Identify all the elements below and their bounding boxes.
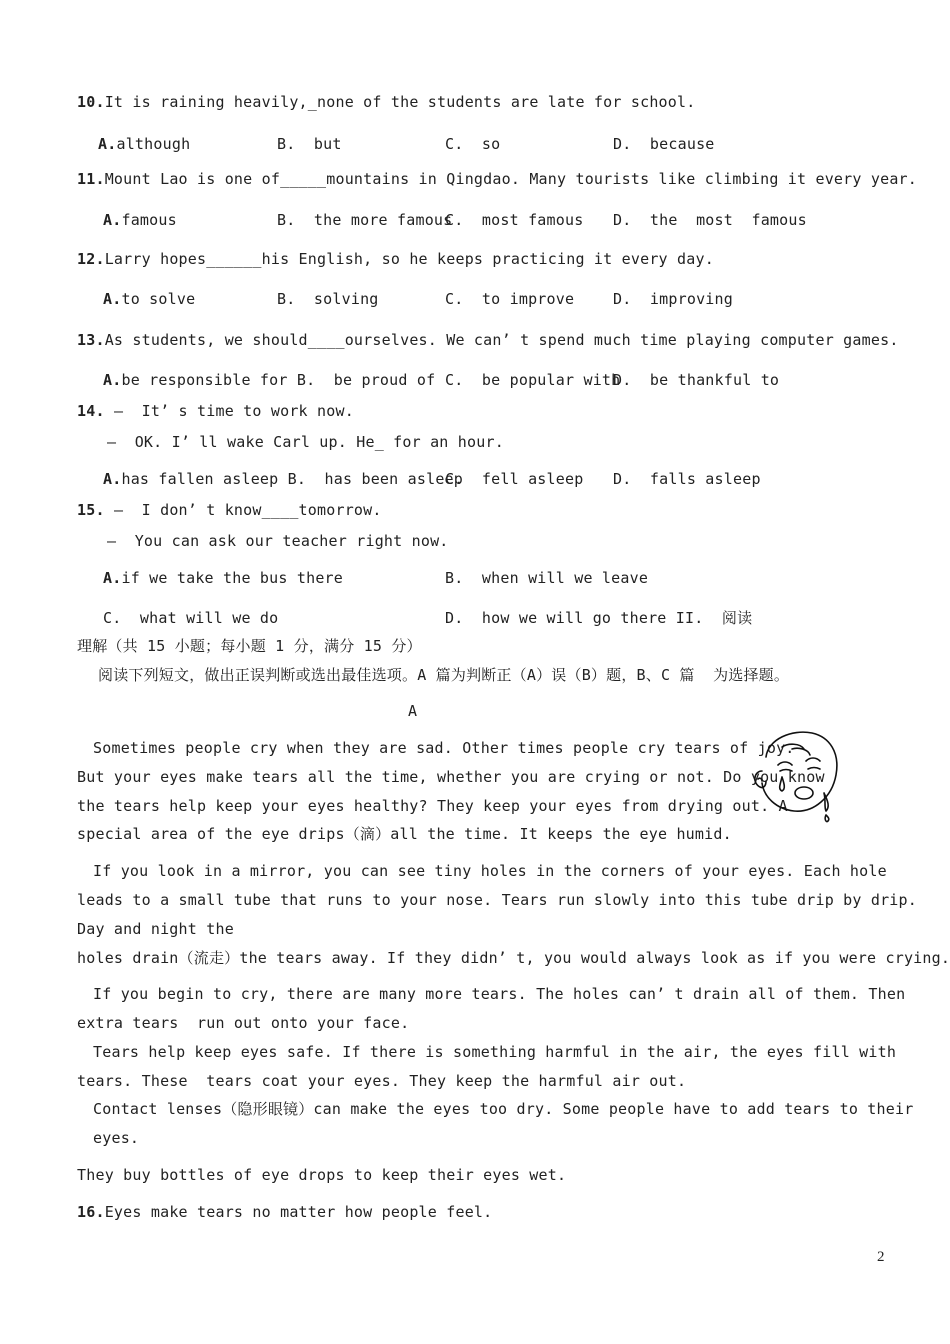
left-eye-closed (780, 770, 792, 772)
q13-option-d[interactable]: D. be thankful to (613, 371, 780, 389)
crying-face-illustration (752, 727, 842, 827)
question-number: 11. (77, 170, 105, 188)
page-number: 2 (877, 1249, 885, 1265)
q12-option-b[interactable]: B. solving (277, 290, 379, 308)
option-text: famous (121, 211, 177, 229)
option-text: be responsible for B. be proud of (121, 371, 436, 389)
option-letter: A. (103, 211, 122, 229)
option-text: to solve (121, 290, 196, 308)
q12-option-a[interactable] (103, 289, 195, 309)
right-eyebrow (806, 758, 820, 761)
q15-option-c[interactable]: C. what will we do (103, 609, 279, 627)
passage-line: They buy bottles of eye drops to keep their eyes wet. (77, 1166, 567, 1184)
dialogue-line: — I don’ t know____tomorrow. (113, 501, 382, 519)
left-eyebrow (778, 762, 792, 765)
passage-line: leads to a small tube that runs to your nose. Tears run slowly into this tube drip by drip. (77, 891, 917, 909)
question-stem: Mount Lao is one of_____mountains in Qingdao. Many tourists like climbing it every year. (104, 170, 918, 188)
question-number: 12. (77, 250, 105, 268)
q14-option-a-b[interactable] (103, 469, 463, 489)
q10-option-d[interactable]: D. because (613, 135, 715, 153)
q13-stem-line (77, 330, 899, 350)
question-number: 10. (77, 93, 105, 111)
passage-line: Day and night the (77, 920, 234, 938)
passage-line: Tears help keep eyes safe. If there is something harmful in the air, the eyes fill with (93, 1043, 897, 1061)
q10-stem-line (77, 92, 695, 112)
hair-curl (782, 744, 810, 755)
passage-line: If you look in a mirror, you can see tiny holes in the corners of your eyes. Each hole (93, 862, 887, 880)
question-number: 15. (77, 501, 105, 519)
q14-option-d[interactable]: D. falls asleep (613, 470, 761, 488)
option-letter: A. (103, 470, 122, 488)
q14-line-2: — OK. I’ ll wake Carl up. He_ for an hour. (107, 433, 504, 451)
q13-option-a-b[interactable] (103, 370, 435, 390)
q16-stem-line (77, 1202, 492, 1222)
right-eye-closed (808, 768, 820, 770)
passage-line: But your eyes make tears all the time, whether you are crying or not. Do you know (77, 768, 825, 786)
q14-line-1 (77, 401, 354, 421)
section-instruction: 阅读下列短文，做出正误判断或选出最佳选项。A 篇为判断正（A）误（B）题，B、C 篇 为选择题。 (98, 666, 790, 684)
q12-option-d[interactable]: D. improving (613, 290, 733, 308)
question-stem: Eyes make tears no matter how people feel. (104, 1203, 493, 1221)
q14-option-c[interactable]: C. fell asleep (445, 470, 584, 488)
q10-option-c[interactable]: C. so (445, 135, 501, 153)
question-number: 14. (77, 402, 105, 420)
option-text: has fallen asleep B. has been asleep (121, 470, 464, 488)
q12-stem-line (77, 249, 714, 269)
q12-option-c[interactable]: C. to improve (445, 290, 575, 308)
passage-line: tears. These tears coat your eyes. They keep the harmful air out. (77, 1072, 687, 1090)
section-title: 理解（共 15 小题；每小题 1 分，满分 15 分） (77, 637, 422, 655)
q10-option-b[interactable]: B. but (277, 135, 342, 153)
option-letter: A. (98, 135, 117, 153)
dialogue-line: — It’ s time to work now. (113, 402, 354, 420)
passage-line: special area of the eye drips（滴）all the time. It keeps the eye humid. (77, 825, 732, 843)
passage-line: extra tears run out onto your face. (77, 1014, 410, 1032)
option-text: if we take the bus there (121, 569, 344, 587)
q15-option-a[interactable] (103, 568, 343, 588)
passage-line: Contact lenses（隐形眼镜）can make the eyes too dry. Some people have to add tears to their (93, 1100, 914, 1118)
q11-option-a[interactable] (103, 210, 177, 230)
q15-line-2: — You can ask our teacher right now. (107, 532, 449, 550)
q15-option-d[interactable]: D. how we will go there II. 阅读 (445, 609, 753, 627)
passage-label: A (408, 702, 418, 720)
q15-line-1 (77, 500, 382, 520)
passage-line: Sometimes people cry when they are sad. Other times people cry tears of joy. (93, 739, 795, 757)
passage-line: the tears help keep your eyes healthy? They keep your eyes from drying out. A (77, 797, 788, 815)
passage-line: If you begin to cry, there are many more tears. The holes can’ t drain all of them. Then (93, 985, 906, 1003)
question-stem: Larry hopes______his English, so he keeps practicing it every day. (104, 250, 714, 268)
q11-stem-line (77, 169, 917, 189)
passage-line: eyes. (93, 1129, 140, 1147)
question-number: 16. (77, 1203, 105, 1221)
option-letter: A. (103, 290, 122, 308)
q11-option-b[interactable]: B. the more famous (277, 211, 453, 229)
q10-option-a[interactable] (98, 134, 190, 154)
question-stem: As students, we should____ourselves. We can’ t spend much time playing computer games. (104, 331, 899, 349)
q15-option-b[interactable]: B. when will we leave (445, 569, 649, 587)
question-number: 13. (77, 331, 105, 349)
q13-option-c[interactable]: C. be popular with (445, 371, 621, 389)
question-stem: It is raining heavily,_none of the students are late for school. (104, 93, 696, 111)
passage-line: holes drain（流走）the tears away. If they didn’ t, you would always look as if you were crying. (77, 949, 950, 967)
q11-option-c[interactable]: C. most famous (445, 211, 584, 229)
option-text: although (116, 135, 191, 153)
q11-option-d[interactable]: D. the most famous (613, 211, 807, 229)
option-letter: A. (103, 371, 122, 389)
mouth-open (795, 787, 813, 799)
tear-drop-left (780, 777, 785, 791)
option-letter: A. (103, 569, 122, 587)
